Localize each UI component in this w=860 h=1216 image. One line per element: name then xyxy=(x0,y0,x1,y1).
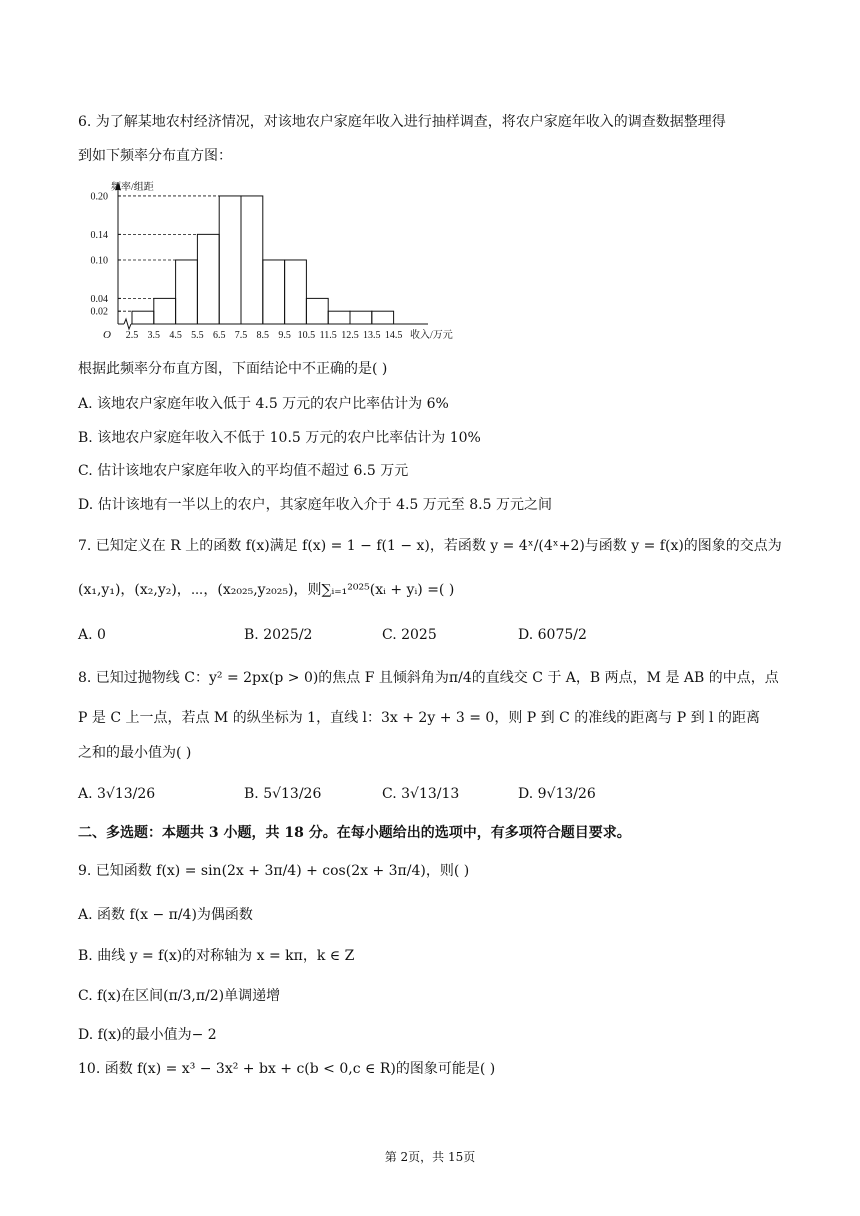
histogram-bar xyxy=(132,311,154,324)
frequency-histogram xyxy=(78,178,478,346)
q8-option-d: D. 9√13/26 xyxy=(518,786,596,802)
x-tick-label: 14.5 xyxy=(384,330,403,341)
histogram-bar xyxy=(350,311,372,324)
x-tick-label: 9.5 xyxy=(278,330,291,341)
x-tick-label: 11.5 xyxy=(319,330,337,341)
q9-option-a: A. 函数 f(x − π/4)为偶函数 xyxy=(78,907,253,923)
x-axis-break xyxy=(124,319,131,329)
q9-option-d: D. f(x)的最小值为− 2 xyxy=(78,1027,217,1043)
x-tick-label: 5.5 xyxy=(191,330,204,341)
q6-stem-line1: 6. 为了解某地农村经济情况，对该地农户家庭年收入进行抽样调查，将农户家庭年收入的调查数据整理得 xyxy=(78,114,726,130)
x-tick-label: 2.5 xyxy=(125,330,139,341)
q7-line2: (x₁,y₁)，(x₂,y₂)，⋯，(x₂₀₂₅,y₂₀₂₅)，则∑ᵢ₌₁²⁰²⁵(xᵢ + yᵢ) =( ) xyxy=(78,582,455,598)
histogram-bar xyxy=(176,260,198,324)
y-axis-label: 频率/组距 xyxy=(111,182,154,193)
q8-line3: 之和的最小值为( ) xyxy=(78,745,192,761)
histogram-bar xyxy=(372,311,394,324)
x-tick-label: 7.5 xyxy=(234,330,248,341)
histogram-bar xyxy=(285,260,307,324)
q7-option-b: B. 2025/2 xyxy=(244,627,313,643)
q7-line1: 7. 已知定义在 R 上的函数 f(x)满足 f(x) = 1 − f(1 − x)，若函数 y = 4ˣ/(4ˣ+2)与函数 y = f(x)的图象的交点为 xyxy=(78,538,782,554)
histogram-bar xyxy=(219,196,241,324)
q10-stem: 10. 函数 f(x) = x³ − 3x² + bx + c(b < 0,c ∈ R)的图象可能是( ) xyxy=(78,1061,496,1077)
x-tick-label: 6.5 xyxy=(212,330,226,341)
q7-option-d: D. 6075/2 xyxy=(518,627,587,643)
q8-option-b: B. 5√13/26 xyxy=(244,786,322,802)
section-heading: 二、多选题：本题共 3 小题，共 18 分。在每小题给出的选项中，有多项符合题目要求。 xyxy=(78,825,631,841)
q8-line2: P 是 C 上一点，若点 M 的纵坐标为 1，直线 l：3x + 2y + 3 = 0，则 P 到 C 的准线的距离与 P 到 l 的距离 xyxy=(78,710,760,726)
histogram-bar xyxy=(263,260,285,324)
y-tick-label: 0.10 xyxy=(90,255,108,267)
x-tick-label: 3.5 xyxy=(147,330,161,341)
q9-stem: 9. 已知函数 f(x) = sin(2x + 3π/4) + cos(2x + 3π/4)，则( ) xyxy=(78,863,470,879)
histogram-bar xyxy=(197,234,219,324)
q6-option-b: B. 该地农户家庭年收入不低于 10.5 万元的农户比率估计为 10% xyxy=(78,430,481,446)
origin-label: O xyxy=(103,329,111,341)
histogram-bar xyxy=(328,311,350,324)
q8-option-c: C. 3√13/13 xyxy=(382,786,460,802)
y-tick-label: 0.02 xyxy=(90,306,108,318)
x-tick-label: 13.5 xyxy=(363,330,381,341)
y-tick-label: 0.14 xyxy=(90,229,108,241)
q7-option-a: A. 0 xyxy=(78,627,106,643)
page-footer: 第 2页，共 15页 xyxy=(384,1150,476,1164)
y-tick-label: 0.20 xyxy=(90,191,108,203)
q9-option-c: C. f(x)在区间(π/3,π/2)单调递增 xyxy=(78,988,281,1004)
q6-option-d: D. 估计该地有一半以上的农户，其家庭年收入介于 4.5 万元至 8.5 万元之间 xyxy=(78,497,552,513)
x-axis-label: 收入/万元 xyxy=(410,330,453,341)
q7-option-c: C. 2025 xyxy=(382,627,437,643)
x-tick-label: 12.5 xyxy=(341,330,359,341)
x-tick-label: 4.5 xyxy=(169,330,182,341)
q6-option-c: C. 估计该地农户家庭年收入的平均值不超过 6.5 万元 xyxy=(78,463,409,479)
histogram-bar xyxy=(154,298,176,324)
q9-option-b: B. 曲线 y = f(x)的对称轴为 x = kπ，k ∈ Z xyxy=(78,948,355,964)
histogram-bar xyxy=(241,196,263,324)
q6-question: 根据此频率分布直方图，下面结论中不正确的是( ) xyxy=(78,361,388,377)
x-tick-label: 10.5 xyxy=(297,330,316,341)
q6-stem-line2: 到如下频率分布直方图： xyxy=(78,148,232,164)
q8-line1: 8. 已知过抛物线 C：y² = 2px(p > 0)的焦点 F 且倾斜角为π/4的直线交 C 于 A，B 两点，M 是 AB 的中点，点 xyxy=(78,670,779,686)
q6-option-a: A. 该地农户家庭年收入低于 4.5 万元的农户比率估计为 6% xyxy=(78,396,449,412)
x-tick-label: 8.5 xyxy=(256,330,270,341)
histogram-bar xyxy=(306,298,328,324)
y-tick-label: 0.04 xyxy=(90,293,108,305)
q8-option-a: A. 3√13/26 xyxy=(78,786,156,802)
